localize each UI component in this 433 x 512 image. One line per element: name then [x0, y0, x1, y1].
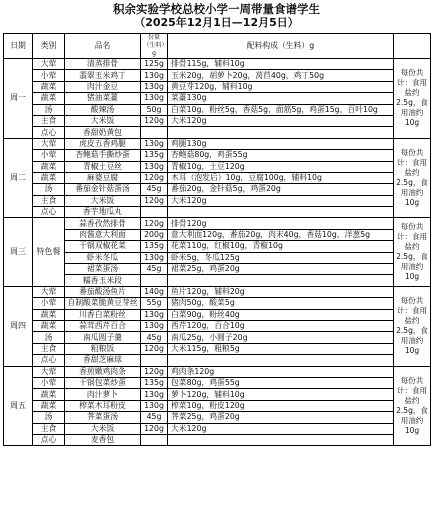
dish-amount [141, 275, 168, 286]
ingredients-cell: 荠菜25g，鸡蛋20g [168, 412, 394, 423]
dish-name: 清蒸排骨 [65, 59, 141, 70]
category-cell: 蔬菜 [33, 389, 65, 400]
dish-amount: 45g [141, 184, 168, 195]
dish-amount [141, 207, 168, 218]
menu-row [4, 241, 431, 252]
salt-oil-note: 每份共计：食用盐约2.5g，食用油约10g [394, 218, 431, 286]
special-meal-label: 特色餐 [33, 218, 65, 286]
dish-name: 糯香玉米段 [65, 275, 141, 286]
dish-amount: 135g [141, 150, 168, 161]
ingredients-cell: 鸡肉条120g [168, 366, 394, 377]
dish-name: 大米饭 [65, 115, 141, 126]
dish-amount: 120g [141, 172, 168, 183]
category-cell: 小荤 [33, 70, 65, 81]
dish-name: 大米饭 [65, 423, 141, 434]
menu-row [4, 355, 431, 366]
dish-amount: 130g [141, 161, 168, 172]
dish-amount: 130g [141, 320, 168, 331]
dish-amount: 130g [141, 400, 168, 411]
dish-amount [141, 434, 168, 445]
salt-oil-note: 每份共计：食用盐约2.5g，食用油约10g [394, 286, 431, 366]
ingredients-cell: 意大利面120g，番茄20g，肉末40g，香菇10g，洋葱5g [168, 229, 394, 240]
menu-date-range: （2025年12月1日—12月5日） [134, 16, 299, 29]
menu-row [4, 218, 431, 229]
dish-name: 干锅包菜炒蛋 [65, 377, 141, 388]
ingredients-cell: 猪肉50g，酸菜5g [168, 298, 394, 309]
ingredients-cell [168, 275, 394, 286]
ingredients-cell: 排骨115g，辅料10g [168, 59, 394, 70]
menu-row [4, 59, 431, 70]
ingredients-cell: 菜薹130g [168, 93, 394, 104]
category-cell: 点心 [33, 127, 65, 138]
category-cell: 点心 [33, 355, 65, 366]
header-ingredients: 配料构成（生料）g [168, 34, 394, 59]
day-label: 周三 [4, 218, 33, 286]
dish-amount: 120g [141, 115, 168, 126]
menu-row [4, 229, 431, 240]
menu-row [4, 298, 431, 309]
dish-name: 川香白菜粉丝 [65, 309, 141, 320]
dish-name: 杏鲍菇手撕炒蛋 [65, 150, 141, 161]
day-label: 周二 [4, 138, 33, 218]
dish-amount: 130g [141, 81, 168, 92]
dish-name: 大米饭 [65, 195, 141, 206]
dish-name: 翡翠玉米鸡丁 [65, 70, 141, 81]
dish-name: 青椒土豆丝 [65, 161, 141, 172]
dish-amount: 130g [141, 309, 168, 320]
dish-amount: 120g [141, 218, 168, 229]
dish-name: 番茄酸汤鱼片 [65, 286, 141, 297]
menu-row [4, 309, 431, 320]
category-cell: 蔬菜 [33, 172, 65, 183]
category-cell: 大荤 [33, 138, 65, 149]
menu-row [4, 127, 431, 138]
header-dish: 品名 [65, 34, 141, 59]
category-cell: 蔬菜 [33, 93, 65, 104]
menu-table [3, 33, 431, 446]
category-cell: 大荤 [33, 59, 65, 70]
category-cell: 汤 [33, 332, 65, 343]
menu-row [4, 70, 431, 81]
category-cell: 蔬菜 [33, 161, 65, 172]
menu-row [4, 412, 431, 423]
dish-name: 虎皮五香鸡腿 [65, 138, 141, 149]
dish-name: 南瓜圆子羹 [65, 332, 141, 343]
dish-amount: 130g [141, 252, 168, 263]
ingredients-cell: 玉米20g，胡萝卜20g，莴苣40g，鸡丁50g [168, 70, 394, 81]
dish-name: 香甜芝麻球 [65, 355, 141, 366]
ingredients-cell: 黄豆芽120g，辅料10g [168, 81, 394, 92]
ingredients-cell: 杏鲍菇80g，鸡蛋55g [168, 150, 394, 161]
menu-row [4, 434, 431, 445]
menu-row [4, 423, 431, 434]
ingredients-cell [168, 127, 394, 138]
header-category: 类别 [33, 34, 65, 59]
menu-row [4, 150, 431, 161]
ingredients-cell: 白菜90g，粉丝40g [168, 309, 394, 320]
menu-body [4, 59, 431, 446]
ingredients-cell: 大米115g，粗粮5g [168, 343, 394, 354]
menu-row [4, 172, 431, 183]
ingredients-cell [168, 434, 394, 445]
dish-name: 裙菜蛋汤 [65, 264, 141, 275]
menu-row [4, 252, 431, 263]
dish-name: 蒜香孜然排骨 [65, 218, 141, 229]
ingredients-cell: 大米120g [168, 423, 394, 434]
day-label: 周一 [4, 59, 33, 139]
menu-row [4, 264, 431, 275]
dish-amount: 130g [141, 93, 168, 104]
category-cell: 小荤 [33, 377, 65, 388]
category-cell: 汤 [33, 104, 65, 115]
dish-amount: 120g [141, 195, 168, 206]
dish-amount: 50g [141, 104, 168, 115]
day-label: 周五 [4, 366, 33, 446]
salt-oil-note: 每份共计：食用盐约2.5g，食用油约10g [394, 366, 431, 446]
dish-name: 荠菜蛋汤 [65, 412, 141, 423]
dish-name: 肉汁金豆 [65, 81, 141, 92]
dish-name: 榨菜木耳粉皮 [65, 400, 141, 411]
ingredients-cell: 木耳（泡发后）10g，豆腐100g，辅料10g [168, 172, 394, 183]
dish-name: 干锅双椒花菜 [65, 241, 141, 252]
menu-row [4, 195, 431, 206]
header-row [4, 34, 431, 59]
menu-row [4, 377, 431, 388]
ingredients-cell: 包菜80g，鸡蛋55g [168, 377, 394, 388]
salt-oil-note: 每份共计：食用盐约2.5g，食用油约10g [394, 59, 431, 139]
dish-name: 麻婆豆腐 [65, 172, 141, 183]
dish-amount: 135g [141, 241, 168, 252]
ingredients-cell: 大米120g [168, 115, 394, 126]
dish-name: 香甜奶黄包 [65, 127, 141, 138]
menu-row [4, 286, 431, 297]
header-amount: 份量（生料）g [141, 34, 168, 59]
salt-oil-note: 每份共计：食用盐约2.5g，食用油约10g [394, 138, 431, 218]
dish-name: 虾米冬瓜 [65, 252, 141, 263]
day-label: 周四 [4, 286, 33, 366]
menu-row [4, 184, 431, 195]
menu-row [4, 343, 431, 354]
dish-name: 番茄金针菇蛋汤 [65, 184, 141, 195]
dish-amount: 120g [141, 343, 168, 354]
dish-name: 香煎嫩鸡肉条 [65, 366, 141, 377]
dish-amount: 120g [141, 423, 168, 434]
dish-name: 麦香包 [65, 434, 141, 445]
category-cell: 主食 [33, 195, 65, 206]
ingredients-cell: 裙菜25g，鸡蛋20g [168, 264, 394, 275]
menu-row [4, 207, 431, 218]
ingredients-cell: 榨菜10g，粉皮120g [168, 400, 394, 411]
dish-amount: 45g [141, 412, 168, 423]
category-cell: 蔬菜 [33, 400, 65, 411]
menu-row [4, 389, 431, 400]
dish-amount: 45g [141, 264, 168, 275]
category-cell: 蔬菜 [33, 309, 65, 320]
dish-amount: 130g [141, 70, 168, 81]
menu-row [4, 104, 431, 115]
menu-row [4, 93, 431, 104]
dish-amount: 200g [141, 229, 168, 240]
ingredients-cell: 鸡腿130g [168, 138, 394, 149]
dish-amount: 130g [141, 389, 168, 400]
dish-amount: 135g [141, 377, 168, 388]
ingredients-cell: 西芹120g，百合10g [168, 320, 394, 331]
category-cell: 蔬菜 [33, 320, 65, 331]
category-cell: 小荤 [33, 298, 65, 309]
dish-name: 香芋地瓜丸 [65, 207, 141, 218]
menu-row [4, 161, 431, 172]
ingredients-cell: 鱼片120g，辅料20g [168, 286, 394, 297]
dish-amount: 125g [141, 59, 168, 70]
dish-amount [141, 355, 168, 366]
category-cell: 大荤 [33, 286, 65, 297]
category-cell: 汤 [33, 412, 65, 423]
menu-row [4, 320, 431, 331]
category-cell: 主食 [33, 115, 65, 126]
dish-name: 酸辣汤 [65, 104, 141, 115]
dish-name: 肉汁萝卜 [65, 389, 141, 400]
ingredients-cell [168, 355, 394, 366]
category-cell: 主食 [33, 423, 65, 434]
dish-name: 猪油菜薹 [65, 93, 141, 104]
ingredients-cell: 白菜10g，粉丝5g，香菇5g，面筋5g，鸡蛋15g，百叶10g [168, 104, 394, 115]
dish-name: 自制酸菜脆黄豆芽丝 [65, 298, 141, 309]
category-cell: 汤 [33, 184, 65, 195]
ingredients-cell: 大米120g [168, 195, 394, 206]
dish-amount [141, 127, 168, 138]
header-date: 日期 [4, 34, 33, 59]
menu-row [4, 81, 431, 92]
ingredients-cell: 排骨120g [168, 218, 394, 229]
ingredients-cell [168, 207, 394, 218]
menu-title: 积余实验学校总校小学一周带量食谱学生 [113, 2, 320, 16]
dish-amount: 140g [141, 286, 168, 297]
ingredients-cell: 青椒10g，土豆120g [168, 161, 394, 172]
category-cell: 小荤 [33, 150, 65, 161]
ingredients-cell: 花菜110g，红椒10g，青椒10g [168, 241, 394, 252]
dish-amount: 55g [141, 298, 168, 309]
category-cell: 点心 [33, 207, 65, 218]
ingredients-cell: 萝卜120g，辅料10g [168, 389, 394, 400]
dish-amount: 120g [141, 366, 168, 377]
menu-row [4, 275, 431, 286]
ingredients-cell: 番茄20g，金针菇5g，鸡蛋20g [168, 184, 394, 195]
dish-amount: 130g [141, 138, 168, 149]
ingredients-cell: 南瓜25g，小圆子20g [168, 332, 394, 343]
menu-row [4, 138, 431, 149]
category-cell: 蔬菜 [33, 81, 65, 92]
header-note [394, 34, 431, 59]
category-cell: 主食 [33, 343, 65, 354]
menu-row [4, 115, 431, 126]
dish-name: 肉酱意大利面 [65, 229, 141, 240]
menu-row [4, 332, 431, 343]
menu-row [4, 366, 431, 377]
category-cell: 点心 [33, 434, 65, 445]
category-cell: 大荤 [33, 366, 65, 377]
ingredients-cell: 虾米5g，冬瓜125g [168, 252, 394, 263]
dish-amount: 45g [141, 332, 168, 343]
dish-name: 蒜茸西芹百合 [65, 320, 141, 331]
menu-row [4, 400, 431, 411]
dish-name: 粗粮饭 [65, 343, 141, 354]
